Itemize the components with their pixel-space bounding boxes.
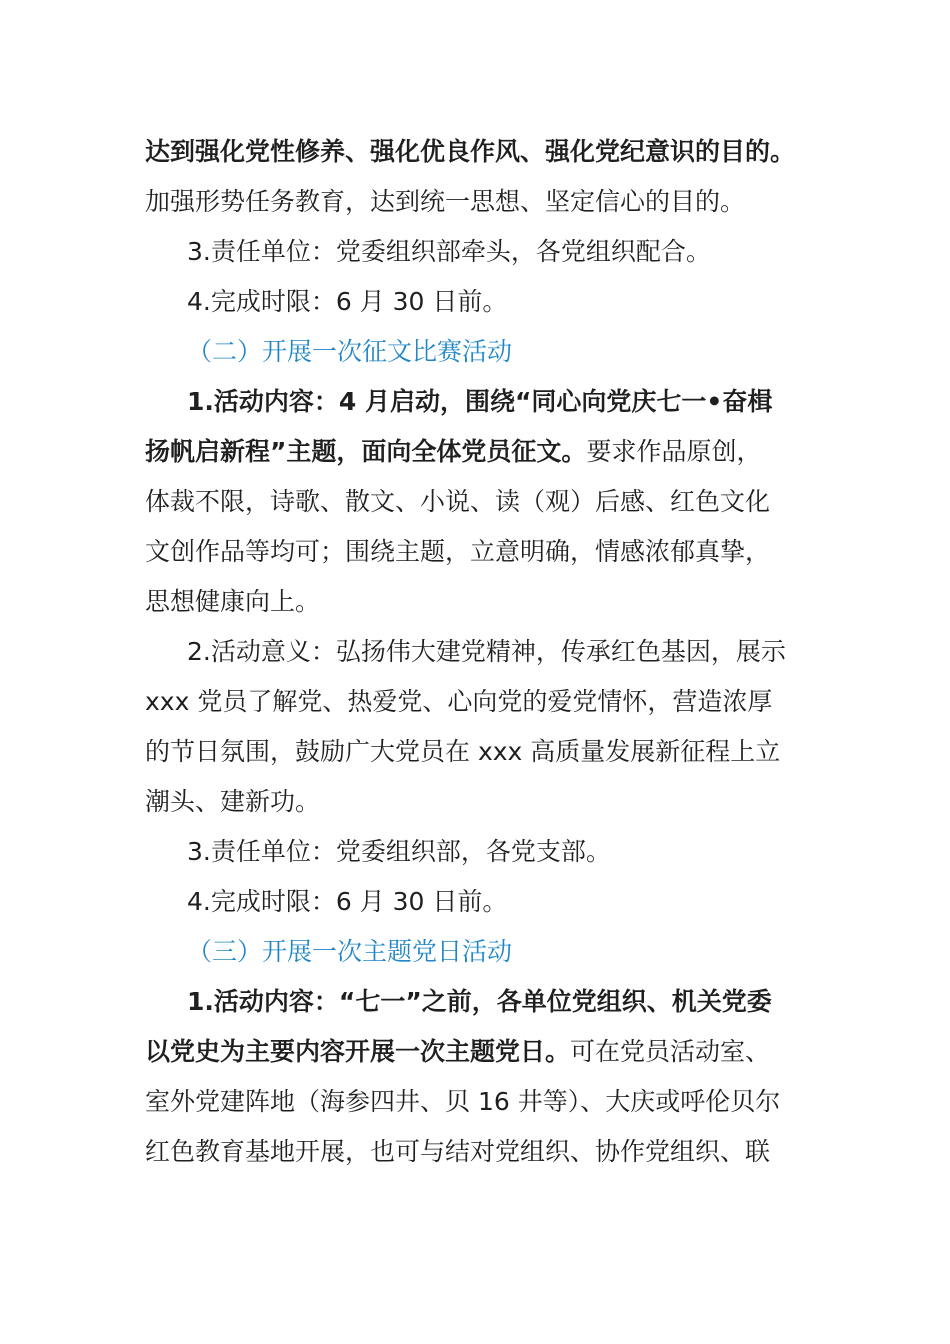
paragraph-line	[145, 477, 810, 527]
paragraph-line	[145, 777, 810, 827]
paragraph-line	[145, 1077, 810, 1127]
bold-text: 扬帆启新程”主题，面向全体党员征文。	[145, 437, 587, 466]
body-text: 3.责任单位：党委组织部牵头，各党组织配合。	[187, 237, 711, 266]
section-heading	[145, 927, 810, 977]
body-text: 要求作品原创，	[586, 437, 762, 466]
bold-text: 1.活动内容：4 月启动，围绕“同心向党庆七一•奋楫	[187, 387, 773, 416]
body-text: 室外党建阵地（海参四井、贝 16 井等）、大庆或呼伦贝尔	[145, 1087, 781, 1116]
paragraph-line	[145, 177, 810, 227]
paragraph-line	[145, 1127, 810, 1177]
paragraph-line	[145, 677, 810, 727]
paragraph-line	[145, 627, 810, 677]
body-text: 潮头、建新功。	[145, 787, 321, 816]
paragraph-line	[145, 127, 810, 177]
bold-text: 以党史为主要内容开展一次主题党日。	[145, 1037, 571, 1066]
paragraph-line	[145, 877, 810, 927]
body-text: 的节日氛围，鼓励广大党员在 xxx 高质量发展新征程上立	[145, 737, 781, 766]
paragraph-line	[145, 1027, 810, 1077]
body-text: 3.责任单位：党委组织部，各党支部。	[187, 837, 611, 866]
body-text: 体裁不限，诗歌、散文、小说、读（观）后感、红色文化	[145, 487, 771, 516]
paragraph-line	[145, 827, 810, 877]
paragraph-line	[145, 527, 810, 577]
section-heading-text: （二）开展一次征文比赛活动	[187, 337, 513, 366]
document-body	[145, 127, 810, 1177]
body-text: 2.活动意义：弘扬伟大建党精神，传承红色基因，展示	[187, 637, 786, 666]
paragraph-line	[145, 577, 810, 627]
bold-text: 1.活动内容：“七一”之前，各单位党组织、机关党委	[187, 987, 772, 1016]
paragraph-line	[145, 277, 810, 327]
paragraph-line	[145, 377, 810, 427]
section-heading	[145, 327, 810, 377]
paragraph-line	[145, 977, 810, 1027]
body-text: 可在党员活动室、	[570, 1037, 771, 1066]
bold-text: 达到强化党性修养、强化优良作风、强化党纪意识的目的。	[145, 137, 796, 166]
paragraph-line	[145, 427, 810, 477]
body-text: 4.完成时限：6 月 30 日前。	[187, 887, 508, 916]
body-text: 思想健康向上。	[145, 587, 321, 616]
paragraph-line	[145, 227, 810, 277]
body-text: xxx 党员了解党、热爱党、心向党的爱党情怀，营造浓厚	[145, 687, 773, 716]
paragraph-line	[145, 727, 810, 777]
body-text: 红色教育基地开展，也可与结对党组织、协作党组织、联	[145, 1137, 771, 1166]
body-text: 文创作品等均可；围绕主题，立意明确，情感浓郁真挚，	[145, 537, 771, 566]
section-heading-text: （三）开展一次主题党日活动	[187, 937, 513, 966]
body-text: 加强形势任务教育，达到统一思想、坚定信心的目的。	[145, 187, 746, 216]
body-text: 4.完成时限：6 月 30 日前。	[187, 287, 508, 316]
